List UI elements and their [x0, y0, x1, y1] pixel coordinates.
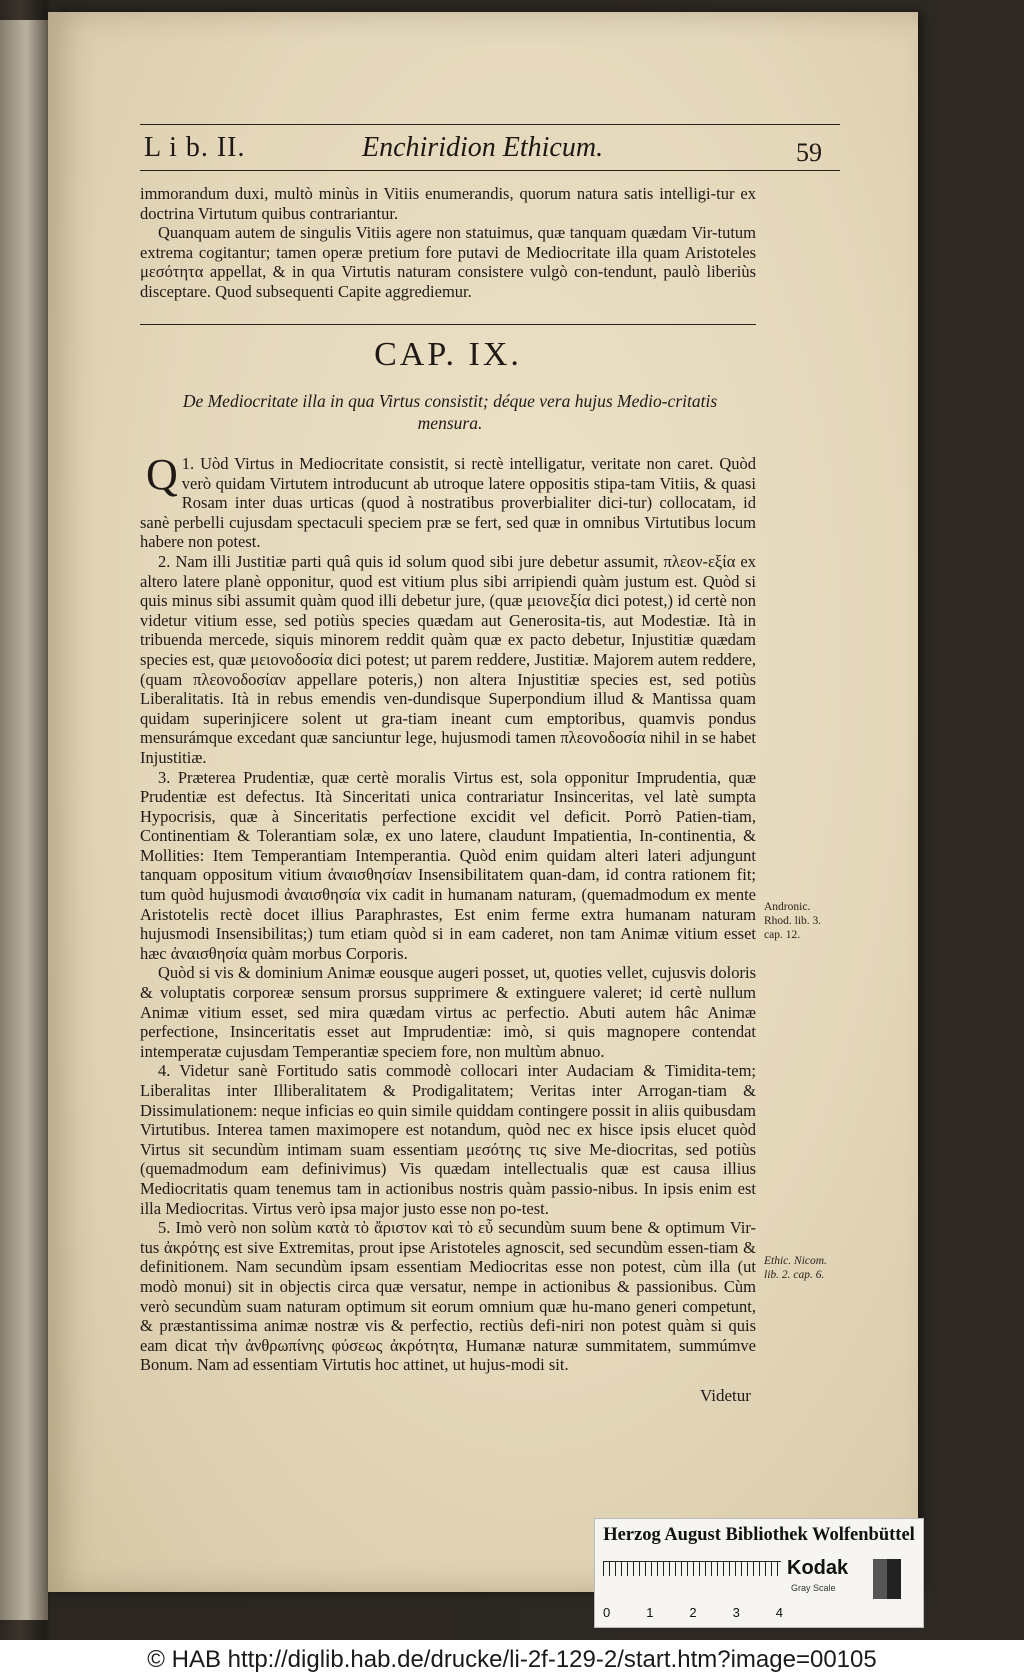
black-swatch [887, 1559, 901, 1599]
gray-scale-label: Gray Scale [791, 1583, 836, 1593]
header-top-rule [140, 124, 840, 125]
library-name: Herzog August Bibliothek Wolfenbüttel [603, 1525, 915, 1545]
color-calibration-card [594, 1518, 924, 1628]
intro-text [140, 184, 756, 302]
header-book-number: L i b. II. [144, 132, 246, 163]
header-title: Enchiridion Ethicum. [362, 132, 604, 163]
paragraph-2: 2. Nam illi Justitiæ parti quâ quis id solum quod sibi jure debetur assumit, πλεον-εξία ex altero latere planè opponitur, quod est vitium plus sibi arripiendi quàm justum est. Quòd si quis minus sibi assumit quàm quod illi debetur jure, (quæ μειονεξία dici potest,) id certè non videtur vitium esse, sed potiùs species quædam aut Generosita-tis, aut Modestiæ. Ità in tribuenda mercede, siquis minorem reddit quàm quæ ex pacto debetur, Injustitiæ quædam species est, quæ μειονοδοσία dici potest; ut parem reddere, Justitiæ. Majorem autem reddere, (quam πλεονοδοσίαν appellare poteris,) non altera Injustitiæ species est, sed potiùs Liberalitatis. Ità in rebus emendis ven-dundisque Superpondium illud & Mantissa quam quidam superinjicere solent ut gra-tiam ineant cum emptoribus, quamvis pondus mensurámque excedant quæ sanciuntur lege, hujusmodi tamen πλεονοδοσία nihil in se habet Injustitiæ. [140, 551, 756, 767]
paragraph-3: 3. Præterea Prudentiæ, quæ certè moralis Virtus est, sola opponitur Imprudentia, quæ Prudentiæ est defectus. Ità Sinceritati unica contrariatur Insinceritas, vel latè sumpta Hypocrisis, quæ à Sinceritatis perfectione excidit vel deficit. Porrò Patien-tiam, Continentiam & Tolerantiam solæ, ex uno latere, claudunt Impatientia, In-continentia, & Mollities: Item Temperantiam Intemperantia. Quòd enim quidam alteri lateri adjungunt tanquam oppositum vitium ἀναισθησίαν Insensibilitatem quan-dam, id contra rationem fit; tum quòd hujusmodi ἀναισθησία vix cadit in humanam naturam, (quemadmodum ex mente Aristotelis rectè docet illius Paraphrastes, Est enim ferme extra humanam naturam hujusmodi Insensibilitas;) tum etiam quòd si in eam caderet, non tam Animæ vitium esset hæc ἀναισθησία quàm morbus Corporis. [140, 767, 756, 963]
ruler-number: 1 [646, 1605, 654, 1620]
chapter-subtitle: De Mediocritate illa in qua Virtus consistit; déque vera hujus Medio-critatis mensura. [182, 391, 718, 433]
chapter-heading: CAP. IX. [374, 336, 522, 373]
header-bottom-rule [140, 170, 840, 171]
margin-note-ethic: Ethic. Nicom. lib. 2. cap. 6. [764, 1255, 827, 1281]
intro-paragraph-2: Quanquam autem de singulis Vitiis agere non statuimus, quæ tanquam quædam Vir-tutum extrema cogitantur; tamen operæ pretium fore putavi de Mediocritate illa quam Aristoteles μεσότητα appellat, & in qua Virtutis naturam consistere vulgò con-tendunt, paulò liberiùs disceptare. Quod subsequenti Capite aggrediemur. [140, 223, 756, 301]
paragraph-4: 4. Videtur sanè Fortitudo satis commodè collocari inter Audaciam & Timidita-tem; Liberalitas inter Illiberalitatem & Prodigalitatem; Veritas inter Arrogan-tiam & Dissimulationem: neque inficias eo quin simile quiddam contingere possit in aliis quibusdam Virtutibus. Interea tamen maximopere est notandum, quòd nec ex hisce ipsis elucet quòd Virtus sit secundùm intimam suam essentiam μεσότης τις sive Me-diocritas, sed potiùs (quemadmodum eam definivimus) Vis quædam intellectualis quæ est causa illius Mediocritatis quam tenemus tam in actionibus nostris quàm passio-nibus. In ipsis enim est illa Mediocritas. Virtus verò ipsa major justo esse non po-test. [140, 1061, 756, 1218]
intro-paragraph-1: immorandum duxi, multò minùs in Vitiis enumerandis, quorum natura satis intelligi-tur ex doctrina Virtutum quibus contrariantur. [140, 184, 756, 223]
paragraph-3b: Quòd si vis & dominium Animæ eousque augeri posset, ut, quoties vellet, cujusvis doloris & voluptatis corporeæ sensum prorsus supprimere & extinguere valeret; id certè nullum Animæ vitium esset, sed mira quædam virtus ac perfectio. Abuti autem hâc Animæ perfectione, Insinceritatis esset aut Imprudentiæ: imò, si quis magnopere contendat intemperatæ cujusdam Temperantiæ speciem fore, non multùm abnuo. [140, 963, 756, 1061]
left-page-edge [0, 20, 48, 1620]
drop-cap: Q [146, 450, 178, 499]
ruler-number: 2 [689, 1605, 697, 1620]
chapter-divider [140, 324, 756, 325]
page-number: 59 [796, 138, 822, 167]
ruler-numbers [603, 1605, 783, 1620]
catchword: Videtur [700, 1386, 751, 1405]
paragraph-5: 5. Imò verò non solùm κατὰ τὸ ἄριστον καὶ τὸ εὖ secundùm suum bene & optimum Vir-tus ἀκρότης est sive Extremitas, prout ipse Aristoteles agnoscit, sed secundùm essen-tiam & definitionem. Nam secundùm ipsam essentiam Mediocritas esse non potest, cùm illa (ut modò monui) sit in objectis circa quæ versatur, nempe in actionibus & passionibus. Cùm verò secundùm suam naturam optimum sit eorum omnium quæ hu-mano generi competunt, & præstantissima animæ nostræ vis & perfectio, rectiùs defi-niri non potest quàm si quis eam dicat τὴν ἀνθρωπίνης φύσεως ἀκρότητα, Humanæ naturæ summitatem, summúmve Bonum. Nam ad essentiam Virtutis hoc attinet, ut hujus-modi sit. [140, 1218, 756, 1375]
ruler-scale [603, 1561, 781, 1602]
chapter-body [140, 450, 756, 1375]
paragraph-1-text: 1. Uòd Virtus in Mediocritate consistit, si rectè intelligatur, veritate non caret. Quòd verò quidam Virtutem introducunt ab utroque latere oppositis stipa-tam Vitiis, & quasi Rosam inter duas urticas (quod à nostratibus proverbialiter dici-tur) collocatam, id sanè perbelli cujusdam spectaculi speciem præ se fert, sed quæ in omnibus Virtutibus locum habere non potest. [140, 454, 756, 552]
margin-note-andronic: Andronic. Rhod. lib. 3. cap. 12. [764, 901, 822, 941]
ruler-number: 4 [775, 1605, 783, 1620]
paragraph-1 [140, 450, 756, 552]
kodak-brand: Kodak [787, 1557, 849, 1579]
ruler-number: 0 [603, 1605, 611, 1620]
ruler-number: 3 [732, 1605, 740, 1620]
gray-swatch [873, 1559, 887, 1599]
running-header [92, 128, 842, 168]
footer-source: © HAB http://diglib.hab.de/drucke/li-2f-129-2/start.htm?image=00105 [0, 1640, 1024, 1680]
